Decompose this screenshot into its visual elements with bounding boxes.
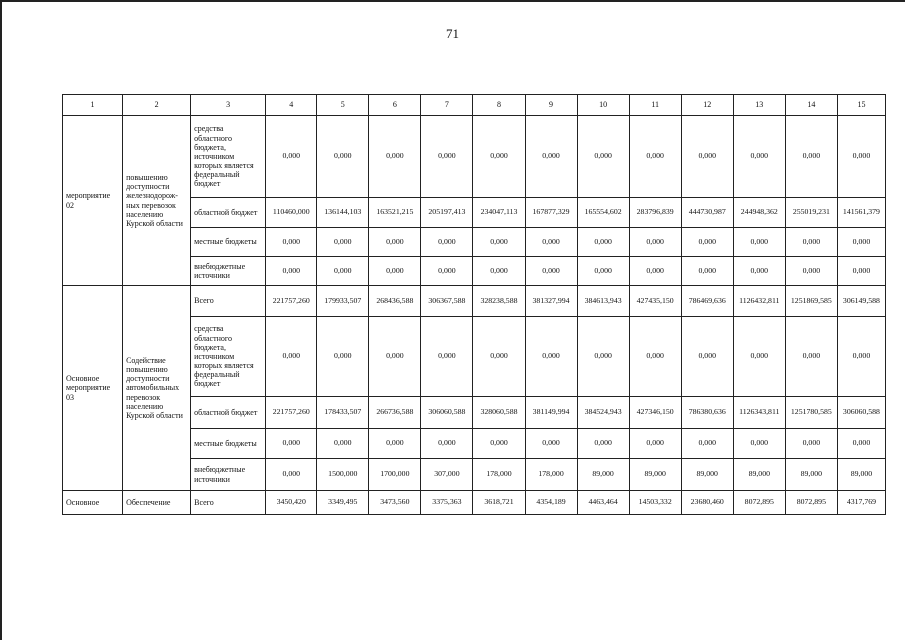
value-cell: 0,000	[317, 116, 369, 198]
value-cell: 0,000	[266, 429, 317, 459]
value-cell: 0,000	[733, 257, 785, 286]
value-cell: 384613,943	[577, 286, 629, 317]
value-cell: 23680,460	[681, 491, 733, 515]
funding-source-cell: Всего	[191, 491, 266, 515]
value-cell: 3349,495	[317, 491, 369, 515]
value-cell: 0,000	[473, 317, 525, 397]
value-cell: 179933,507	[317, 286, 369, 317]
value-cell: 141561,379	[837, 198, 885, 228]
value-cell: 0,000	[369, 429, 421, 459]
value-cell: 307,000	[421, 459, 473, 491]
funding-source-cell: областной бюджет	[191, 198, 266, 228]
funding-source-cell: средства областного бюджета, источником которых является федеральный бюджет	[191, 317, 266, 397]
value-cell: 0,000	[317, 228, 369, 257]
value-cell: 3450,420	[266, 491, 317, 515]
value-cell: 0,000	[473, 228, 525, 257]
value-cell: 0,000	[629, 228, 681, 257]
value-cell: 0,000	[266, 116, 317, 198]
header-cell: 6	[369, 95, 421, 116]
value-cell: 0,000	[733, 116, 785, 198]
measure-name-cell: Основное	[63, 491, 123, 515]
value-cell: 0,000	[837, 429, 885, 459]
header-cell: 8	[473, 95, 525, 116]
value-cell: 0,000	[577, 116, 629, 198]
table-row	[63, 286, 886, 317]
table-row	[63, 116, 886, 198]
measure-description-cell: повышению доступности железнодорож-ных перевозок населению Курской области	[123, 116, 191, 286]
value-cell: 0,000	[369, 317, 421, 397]
value-cell: 0,000	[266, 228, 317, 257]
header-cell: 12	[681, 95, 733, 116]
value-cell: 3473,560	[369, 491, 421, 515]
header-cell: 13	[733, 95, 785, 116]
value-cell: 4354,189	[525, 491, 577, 515]
value-cell: 0,000	[525, 429, 577, 459]
value-cell: 0,000	[681, 116, 733, 198]
value-cell: 0,000	[421, 429, 473, 459]
value-cell: 89,000	[837, 459, 885, 491]
value-cell: 4317,769	[837, 491, 885, 515]
value-cell: 0,000	[733, 228, 785, 257]
header-cell: 4	[266, 95, 317, 116]
value-cell: 0,000	[837, 116, 885, 198]
page-number: 71	[446, 26, 459, 41]
value-cell: 0,000	[473, 257, 525, 286]
value-cell: 0,000	[629, 429, 681, 459]
value-cell: 0,000	[577, 429, 629, 459]
value-cell: 0,000	[421, 116, 473, 198]
value-cell: 0,000	[785, 429, 837, 459]
value-cell: 0,000	[421, 228, 473, 257]
value-cell: 110460,000	[266, 198, 317, 228]
value-cell: 178,000	[525, 459, 577, 491]
value-cell: 384524,943	[577, 397, 629, 429]
value-cell: 0,000	[681, 257, 733, 286]
value-cell: 205197,413	[421, 198, 473, 228]
value-cell: 163521,215	[369, 198, 421, 228]
value-cell: 0,000	[317, 317, 369, 397]
value-cell: 178433,507	[317, 397, 369, 429]
value-cell: 0,000	[681, 317, 733, 397]
header-cell: 11	[629, 95, 681, 116]
value-cell: 0,000	[525, 116, 577, 198]
value-cell: 3375,363	[421, 491, 473, 515]
value-cell: 0,000	[369, 228, 421, 257]
value-cell: 283796,839	[629, 198, 681, 228]
value-cell: 306060,588	[837, 397, 885, 429]
value-cell: 0,000	[266, 459, 317, 491]
value-cell: 381149,994	[525, 397, 577, 429]
value-cell: 178,000	[473, 459, 525, 491]
value-cell: 381327,994	[525, 286, 577, 317]
value-cell: 328238,588	[473, 286, 525, 317]
value-cell: 0,000	[681, 429, 733, 459]
value-cell: 167877,329	[525, 198, 577, 228]
value-cell: 89,000	[681, 459, 733, 491]
scan-edge-left	[0, 0, 2, 640]
value-cell: 89,000	[577, 459, 629, 491]
value-cell: 8072,895	[785, 491, 837, 515]
value-cell: 1700,000	[369, 459, 421, 491]
value-cell: 0,000	[525, 257, 577, 286]
value-cell: 0,000	[369, 116, 421, 198]
value-cell: 0,000	[785, 317, 837, 397]
measure-name-cell: мероприятие 02	[63, 116, 123, 286]
value-cell: 0,000	[577, 257, 629, 286]
value-cell: 8072,895	[733, 491, 785, 515]
value-cell: 0,000	[681, 228, 733, 257]
value-cell: 0,000	[837, 257, 885, 286]
value-cell: 1251780,585	[785, 397, 837, 429]
header-cell: 5	[317, 95, 369, 116]
value-cell: 0,000	[421, 317, 473, 397]
value-cell: 1251869,585	[785, 286, 837, 317]
table-row	[63, 491, 886, 515]
value-cell: 1500,000	[317, 459, 369, 491]
value-cell: 0,000	[317, 257, 369, 286]
value-cell: 427346,150	[629, 397, 681, 429]
value-cell: 0,000	[785, 116, 837, 198]
funding-source-cell: областной бюджет	[191, 397, 266, 429]
funding-source-cell: Всего	[191, 286, 266, 317]
value-cell: 14503,332	[629, 491, 681, 515]
value-cell: 221757,260	[266, 397, 317, 429]
value-cell: 444730,987	[681, 198, 733, 228]
value-cell: 0,000	[473, 429, 525, 459]
value-cell: 0,000	[733, 429, 785, 459]
value-cell: 1126432,811	[733, 286, 785, 317]
value-cell: 0,000	[421, 257, 473, 286]
header-cell: 1	[63, 95, 123, 116]
scan-edge-top	[0, 0, 905, 2]
value-cell: 306149,588	[837, 286, 885, 317]
value-cell: 244948,362	[733, 198, 785, 228]
funding-source-cell: местные бюджеты	[191, 228, 266, 257]
budget-table	[62, 94, 886, 515]
value-cell: 255019,231	[785, 198, 837, 228]
value-cell: 0,000	[629, 116, 681, 198]
header-cell: 15	[837, 95, 885, 116]
value-cell: 306060,588	[421, 397, 473, 429]
value-cell: 328060,588	[473, 397, 525, 429]
value-cell: 0,000	[577, 228, 629, 257]
header-cell: 9	[525, 95, 577, 116]
value-cell: 427435,150	[629, 286, 681, 317]
value-cell: 0,000	[837, 228, 885, 257]
value-cell: 89,000	[733, 459, 785, 491]
value-cell: 0,000	[525, 228, 577, 257]
value-cell: 1126343,811	[733, 397, 785, 429]
value-cell: 89,000	[629, 459, 681, 491]
value-cell: 0,000	[266, 317, 317, 397]
value-cell: 89,000	[785, 459, 837, 491]
value-cell: 0,000	[785, 228, 837, 257]
value-cell: 0,000	[266, 257, 317, 286]
value-cell: 786380,636	[681, 397, 733, 429]
value-cell: 3618,721	[473, 491, 525, 515]
measure-description-cell: Обеспечение	[123, 491, 191, 515]
funding-source-cell: местные бюджеты	[191, 429, 266, 459]
value-cell: 4463,464	[577, 491, 629, 515]
value-cell: 0,000	[317, 429, 369, 459]
value-cell: 266736,588	[369, 397, 421, 429]
value-cell: 0,000	[629, 317, 681, 397]
value-cell: 234047,113	[473, 198, 525, 228]
value-cell: 0,000	[369, 257, 421, 286]
value-cell: 306367,588	[421, 286, 473, 317]
funding-source-cell: средства областного бюджета, источником которых является федеральный бюджет	[191, 116, 266, 198]
value-cell: 221757,260	[266, 286, 317, 317]
header-row	[63, 95, 886, 116]
header-cell: 3	[191, 95, 266, 116]
measure-name-cell: Основное мероприятие 03	[63, 286, 123, 491]
header-cell: 7	[421, 95, 473, 116]
value-cell: 0,000	[733, 317, 785, 397]
header-cell: 2	[123, 95, 191, 116]
value-cell: 165554,602	[577, 198, 629, 228]
value-cell: 0,000	[629, 257, 681, 286]
header-cell: 14	[785, 95, 837, 116]
value-cell: 0,000	[473, 116, 525, 198]
value-cell: 786469,636	[681, 286, 733, 317]
value-cell: 136144,103	[317, 198, 369, 228]
value-cell: 0,000	[837, 317, 885, 397]
funding-source-cell: внебюджетные источники	[191, 459, 266, 491]
value-cell: 0,000	[785, 257, 837, 286]
value-cell: 268436,588	[369, 286, 421, 317]
value-cell: 0,000	[577, 317, 629, 397]
measure-description-cell: Содействие повышению доступности автомобильных перевозок населению Курской области	[123, 286, 191, 491]
header-cell: 10	[577, 95, 629, 116]
funding-source-cell: внебюджетные источники	[191, 257, 266, 286]
value-cell: 0,000	[525, 317, 577, 397]
